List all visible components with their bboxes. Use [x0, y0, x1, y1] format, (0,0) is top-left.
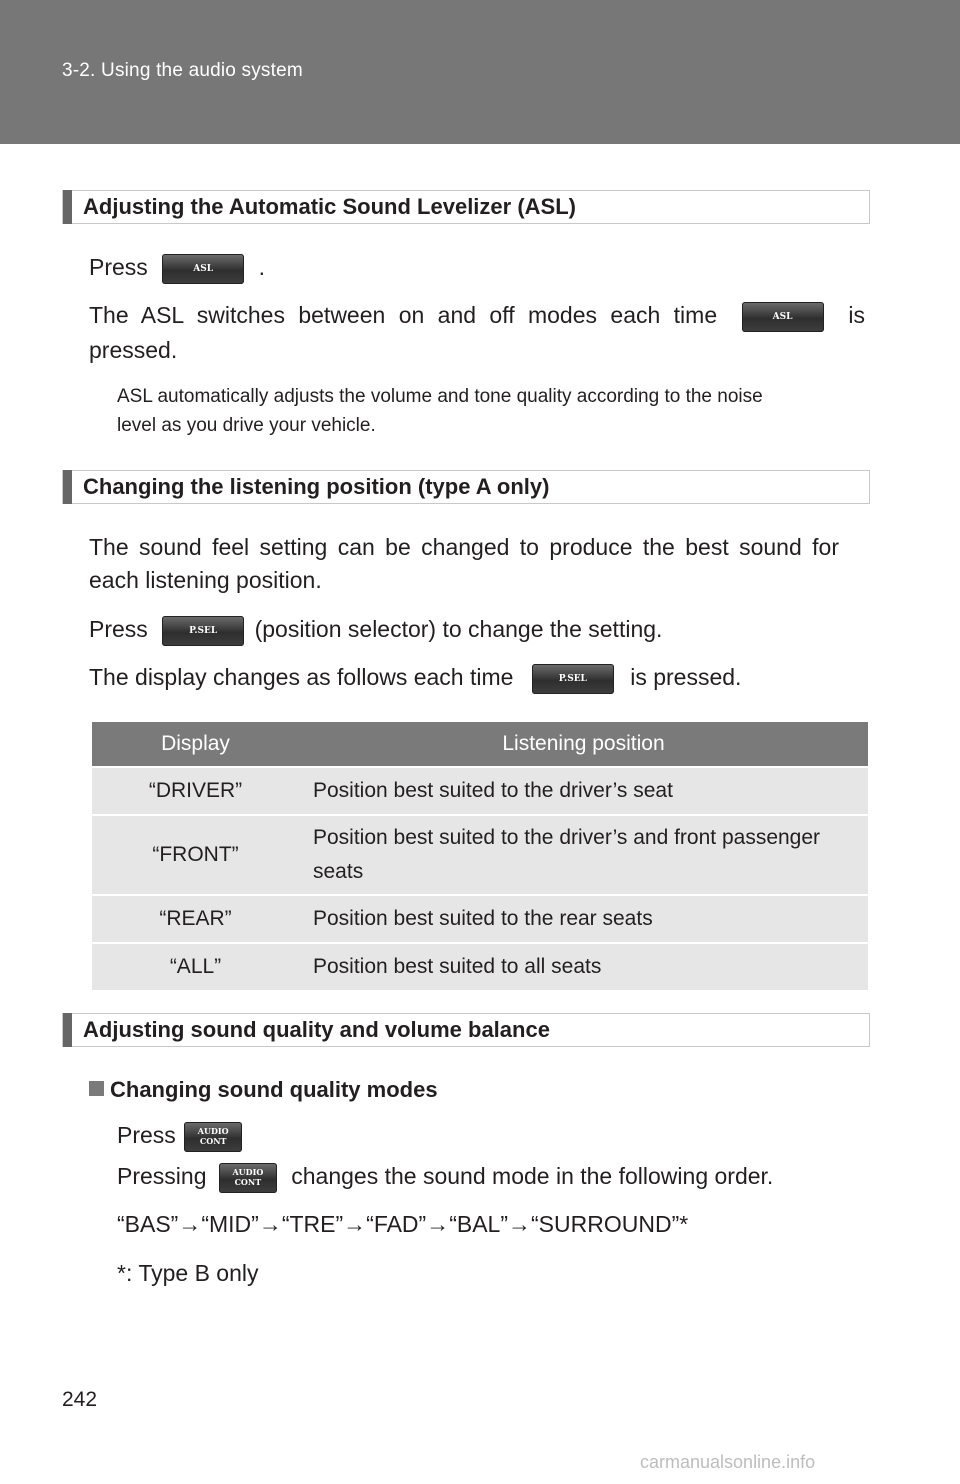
- listening-display-line: [89, 660, 741, 694]
- table-cell-display: “DRIVER”: [92, 768, 299, 814]
- table-cell-position-line1: Position best suited to the driver’s and front passenger: [313, 826, 821, 849]
- table-cell-display: “REAR”: [92, 896, 299, 942]
- quality-heading: Adjusting sound quality and volume balance: [83, 1017, 550, 1042]
- arrow-icon: →: [426, 1211, 450, 1237]
- listening-press-suffix: (position selector) to change the setting.: [254, 616, 663, 642]
- audio-cont-label-line2: CONT: [234, 1176, 262, 1187]
- listening-heading: Changing the listening position (type A only): [83, 474, 550, 499]
- quality-pressing-line: [117, 1159, 773, 1193]
- table-row: [92, 768, 868, 814]
- square-bullet-icon: [89, 1081, 104, 1096]
- table-cell-position: [299, 816, 868, 894]
- listening-intro-line2: each listening position.: [89, 567, 322, 593]
- sequence-item: “TRE”: [281, 1211, 344, 1237]
- table-cell-position: Position best suited to the driver’s seat: [299, 768, 868, 814]
- sequence-item: “BAS”: [117, 1211, 179, 1237]
- quality-sequence: [117, 1207, 688, 1241]
- sequence-item: “MID”: [201, 1211, 259, 1237]
- quality-press-line: [117, 1118, 242, 1152]
- audio-cont-label-line1: AUDIO: [197, 1125, 229, 1136]
- quality-pressing-prefix: Pressing: [117, 1163, 207, 1189]
- audio-cont-button-icon: [184, 1122, 242, 1152]
- table-cell-position: Position best suited to the rear seats: [299, 896, 868, 942]
- quality-heading-box: [62, 1013, 870, 1047]
- table-cell-position-line2: seats: [313, 860, 364, 883]
- quality-pressing-suffix: changes the sound mode in the following order.: [291, 1163, 774, 1189]
- audio-cont-label-line2: CONT: [199, 1135, 227, 1146]
- listening-heading-box: [62, 470, 870, 504]
- sequence-item: “BAL”: [449, 1211, 509, 1237]
- asl-press-line: [89, 250, 265, 284]
- psel-button-icon-2: P.SEL: [532, 664, 614, 694]
- asl-switch-line: [89, 298, 865, 332]
- watermark: carmanualsonline.info: [640, 1452, 816, 1472]
- quality-press-prefix: Press: [117, 1122, 176, 1148]
- heading-bar: [63, 190, 72, 224]
- psel-button-icon: P.SEL: [162, 616, 244, 646]
- asl-heading-box: [62, 190, 870, 224]
- audio-cont-button-icon-2: [219, 1163, 277, 1193]
- quality-subheading-line: [89, 1073, 438, 1107]
- arrow-icon: →: [343, 1211, 367, 1237]
- sequence-item: “SURROUND”*: [531, 1211, 689, 1237]
- asl-switch-before: The ASL switches between on and off modes each time: [89, 302, 718, 328]
- asl-press-suffix: .: [258, 254, 265, 280]
- asl-note-line2: level as you drive your vehicle.: [117, 415, 376, 436]
- quality-footnote: *: Type B only: [117, 1260, 259, 1286]
- listening-position-table: [92, 720, 868, 992]
- listening-intro-line1: The sound feel setting can be changed to produce the best sound for: [89, 534, 839, 560]
- table-row: [92, 944, 868, 990]
- listening-display-before: The display changes as follows each time: [89, 664, 514, 690]
- listening-display-after: is pressed.: [630, 664, 742, 690]
- section-title: 3-2. Using the audio system: [62, 60, 303, 81]
- asl-press-prefix: Press: [89, 254, 148, 280]
- asl-button-icon: ASL: [162, 254, 244, 284]
- arrow-icon: →: [508, 1211, 532, 1237]
- table-row: [92, 816, 868, 894]
- asl-button-icon-2: ASL: [742, 302, 824, 332]
- table-header-position: Listening position: [299, 722, 868, 766]
- page-header: [0, 0, 960, 144]
- table-header-row: [92, 722, 868, 766]
- listening-press-prefix: Press: [89, 616, 148, 642]
- heading-bar: [63, 470, 72, 504]
- table-cell-position: Position best suited to all seats: [299, 944, 868, 990]
- table-header-display: Display: [92, 722, 299, 766]
- table-row: [92, 896, 868, 942]
- table-cell-display: “ALL”: [92, 944, 299, 990]
- heading-bar: [63, 1013, 72, 1047]
- asl-note-line1: ASL automatically adjusts the volume and tone quality according to the noise: [117, 386, 763, 407]
- asl-switch-line2: pressed.: [89, 337, 178, 363]
- asl-switch-after: is: [848, 302, 865, 328]
- sequence-item: “FAD”: [366, 1211, 427, 1237]
- listening-press-line: [89, 612, 662, 646]
- arrow-icon: →: [258, 1211, 282, 1237]
- table-cell-display: “FRONT”: [92, 816, 299, 894]
- audio-cont-label-line1: AUDIO: [232, 1166, 264, 1177]
- quality-subheading: Changing sound quality modes: [110, 1077, 438, 1102]
- asl-heading: Adjusting the Automatic Sound Levelizer (ASL): [83, 194, 576, 219]
- arrow-icon: →: [178, 1211, 202, 1237]
- page-number: 242: [62, 1388, 98, 1411]
